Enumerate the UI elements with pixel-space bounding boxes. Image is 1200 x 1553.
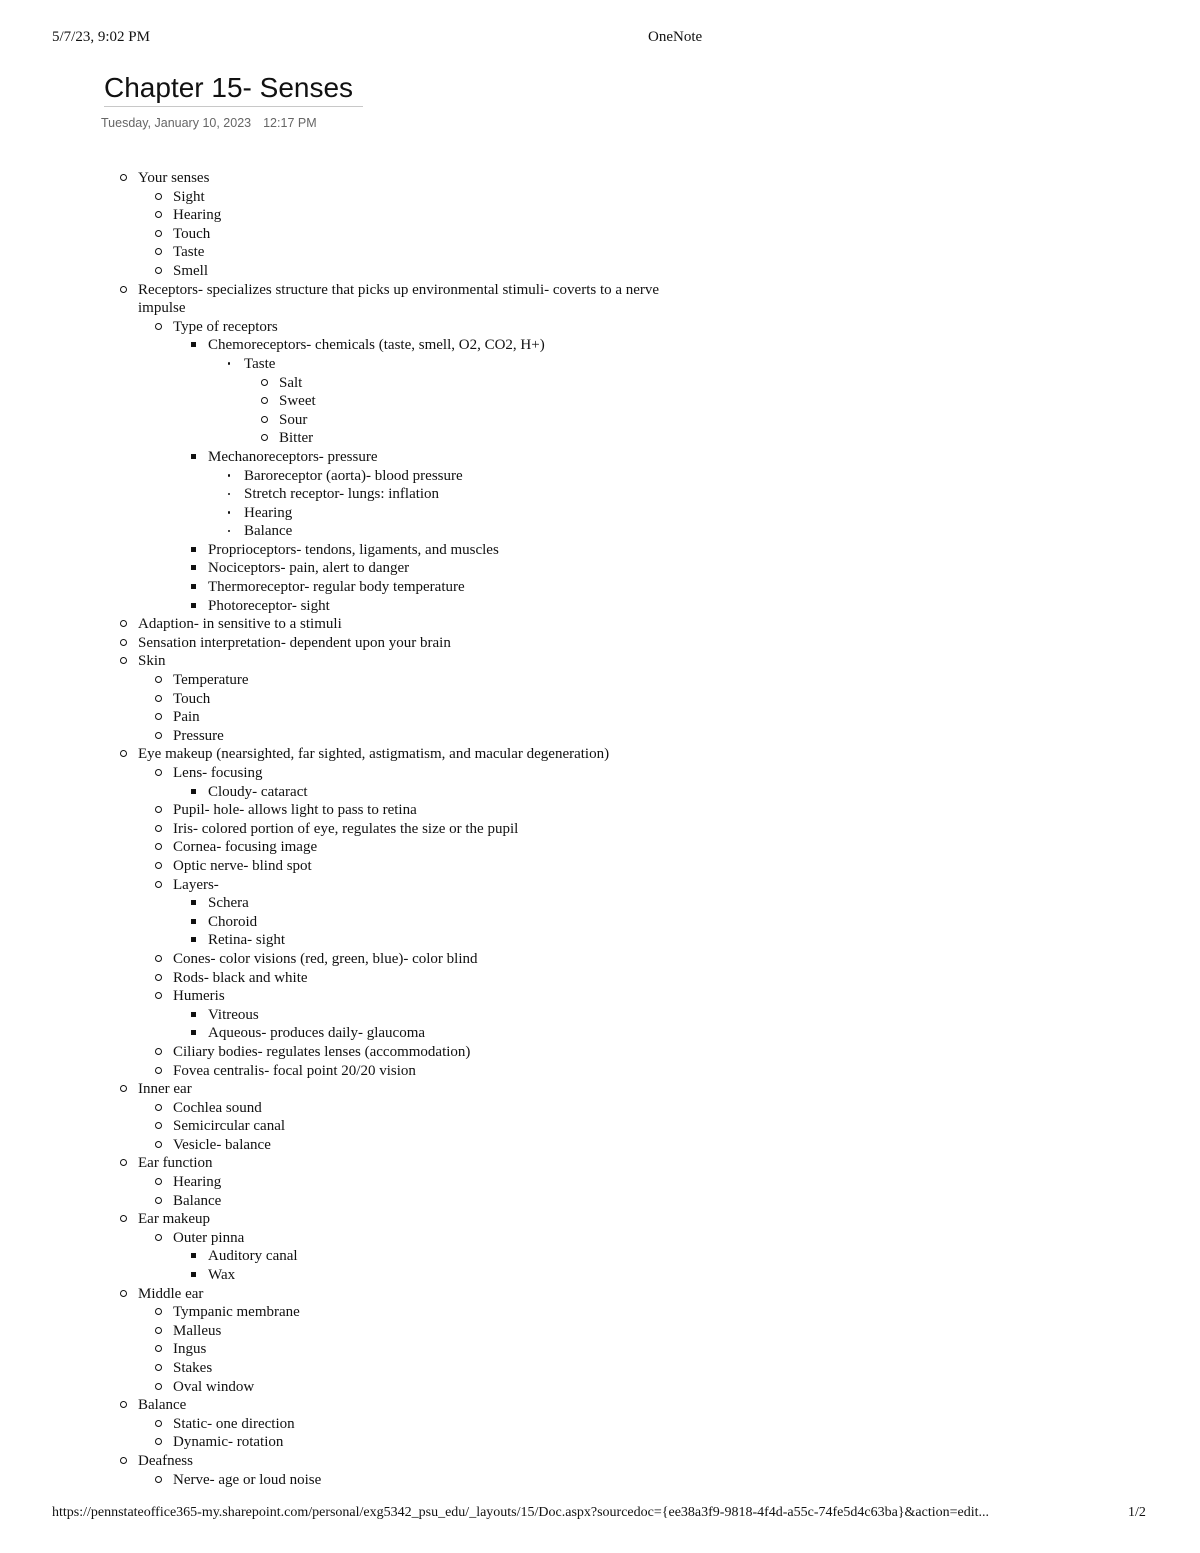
outline-item: [279, 411, 720, 430]
outline-item-text: Inner ear: [138, 1081, 192, 1098]
circle-bullet-icon: [151, 243, 165, 262]
outline-item: [138, 1080, 720, 1099]
dot-bullet-icon: [222, 504, 236, 523]
outline-item-text: Static- one direction: [173, 1415, 295, 1432]
circle-bullet-icon: [151, 1136, 165, 1155]
outline-item: [173, 708, 720, 727]
outline-item-text: Optic nerve- blind spot: [173, 857, 312, 874]
outline-item-text: Sweet: [279, 393, 316, 410]
square-bullet-icon: [186, 1247, 200, 1266]
circle-bullet-icon: [151, 801, 165, 820]
circle-bullet-icon: [151, 262, 165, 281]
circle-bullet-icon: [151, 1303, 165, 1322]
dot-bullet-icon: [222, 467, 236, 486]
dot-bullet-icon: [222, 355, 236, 374]
outline-item-text: Cones- color visions (red, green, blue)- color blind: [173, 950, 478, 967]
circle-bullet-icon: [151, 708, 165, 727]
outline-item-text: Lens- focusing: [173, 765, 263, 781]
outline-item-text: Smell: [173, 262, 209, 279]
outline-item: [173, 1471, 720, 1490]
square-bullet-icon: [186, 894, 200, 913]
square-bullet-icon: [186, 336, 200, 355]
outline-item-text: Deafness: [138, 1452, 193, 1469]
outline-item: [173, 1322, 720, 1341]
circle-bullet-icon: [116, 745, 130, 764]
outline-item: [173, 225, 720, 244]
circle-bullet-icon: [151, 1062, 165, 1081]
circle-bullet-icon: [116, 169, 130, 188]
circle-bullet-icon: [151, 1043, 165, 1062]
circle-bullet-icon: [151, 987, 165, 1006]
outline-item: [173, 1099, 720, 1118]
outline-item-text: Retina- sight: [208, 932, 286, 949]
outline-item: [208, 559, 720, 578]
outline-item-text: Stretch receptor- lungs: inflation: [244, 486, 440, 503]
outline-item-text: Malleus: [173, 1322, 222, 1339]
outline-item-text: Aqueous- produces daily- glaucoma: [208, 1025, 426, 1042]
outline-item: [173, 1378, 720, 1397]
outline-item: [173, 987, 720, 1006]
outline-item: [138, 1452, 720, 1471]
outline-item-text: Thermoreceptor- regular body temperature: [208, 579, 465, 596]
outline-item-text: Pain: [173, 709, 200, 726]
outline-item-text: Fovea centralis- focal point 20/20 vision: [173, 1062, 416, 1079]
outline-item: [138, 745, 720, 764]
outline-item: [173, 690, 720, 709]
outline-item: [138, 615, 720, 634]
outline-item-text: Balance: [138, 1397, 187, 1414]
outline-item: [173, 1062, 720, 1081]
outline-item: [138, 169, 720, 188]
circle-bullet-icon: [151, 1359, 165, 1378]
footer-url: https://pennstateoffice365-my.sharepoint.com/personal/exg5342_psu_edu/_layouts/15/Doc.aspx?sourcedoc={ee38a3f9-9818-4f4d-a55c-74fe5d4c63ba}&action=edit...: [52, 1505, 990, 1520]
outline-item: [173, 1136, 720, 1155]
outline-item: [173, 857, 720, 876]
outline-item: [208, 541, 720, 560]
circle-bullet-icon: [151, 969, 165, 988]
circle-bullet-icon: [151, 1322, 165, 1341]
circle-bullet-icon: [116, 634, 130, 653]
outline-item-text: Ciliary bodies- regulates lenses (accommodation): [173, 1043, 471, 1060]
outline-item: [208, 578, 720, 597]
outline-item-text: Middle ear: [138, 1285, 204, 1302]
outline-item: [138, 281, 698, 318]
page-title: Chapter 15- Senses: [104, 72, 363, 107]
outline-item: [208, 1266, 720, 1285]
square-bullet-icon: [186, 448, 200, 467]
outline-item-text: Photoreceptor- sight: [208, 597, 330, 614]
circle-bullet-icon: [257, 392, 271, 411]
circle-bullet-icon: [151, 857, 165, 876]
circle-bullet-icon: [116, 1396, 130, 1415]
outline-item-text: Receptors- specializes structure that picks up environmental stimuli- coverts to a nerve impulse: [138, 281, 660, 317]
outline-item: [173, 206, 720, 225]
outline-item: [208, 783, 720, 802]
outline-item-text: Your senses: [138, 170, 210, 186]
circle-bullet-icon: [151, 671, 165, 690]
outline-item: [173, 1415, 720, 1434]
outline-item: [138, 1210, 720, 1229]
circle-bullet-icon: [151, 318, 165, 337]
outline-item: [173, 1340, 720, 1359]
circle-bullet-icon: [151, 1415, 165, 1434]
outline-item-text: Type of receptors: [173, 318, 278, 335]
circle-bullet-icon: [151, 206, 165, 225]
square-bullet-icon: [186, 578, 200, 597]
outline-item-text: Cornea- focusing image: [173, 839, 318, 856]
outline-item: [173, 1303, 720, 1322]
outline-item-text: Adaption- in sensitive to a stimuli: [138, 616, 342, 633]
square-bullet-icon: [186, 597, 200, 616]
outline-item-text: Taste: [244, 355, 276, 372]
square-bullet-icon: [186, 559, 200, 578]
outline-item: [208, 931, 720, 950]
outline-item: [173, 1359, 720, 1378]
outline-item-text: Humeris: [173, 988, 225, 1005]
outline-item: [208, 1024, 720, 1043]
outline-item-text: Touch: [173, 690, 211, 707]
outline-item-text: Ear function: [138, 1155, 213, 1172]
square-bullet-icon: [186, 541, 200, 560]
circle-bullet-icon: [151, 727, 165, 746]
outline-item: [173, 1192, 720, 1211]
outline-item: [279, 429, 720, 448]
square-bullet-icon: [186, 783, 200, 802]
outline-item: [173, 318, 720, 337]
outline-item: [244, 522, 720, 541]
outline-item: [208, 1247, 720, 1266]
outline-item: [208, 894, 720, 913]
outline-item-text: Sensation interpretation- dependent upon your brain: [138, 634, 451, 651]
note-outline: [0, 169, 720, 1489]
outline-item-text: Outer pinna: [173, 1229, 245, 1246]
outline-item-text: Chemoreceptors- chemicals (taste, smell, O2, CO2, H+): [208, 337, 545, 354]
outline-item-text: Tympanic membrane: [173, 1304, 300, 1321]
circle-bullet-icon: [151, 225, 165, 244]
outline-item-text: Eye makeup (nearsighted, far sighted, astigmatism, and macular degeneration): [138, 746, 610, 763]
outline-item-text: Cloudy- cataract: [208, 783, 308, 800]
outline-item: [173, 1433, 720, 1452]
circle-bullet-icon: [151, 1117, 165, 1136]
circle-bullet-icon: [151, 1173, 165, 1192]
square-bullet-icon: [186, 1006, 200, 1025]
circle-bullet-icon: [116, 281, 130, 300]
outline-item: [173, 1173, 720, 1192]
outline-item-text: Nerve- age or loud noise: [173, 1471, 322, 1488]
outline-item: [173, 243, 720, 262]
outline-item-text: Proprioceptors- tendons, ligaments, and muscles: [208, 541, 499, 558]
outline-item: [173, 950, 720, 969]
circle-bullet-icon: [151, 876, 165, 895]
outline-item: [208, 448, 720, 467]
outline-item-text: Pressure: [173, 727, 224, 744]
square-bullet-icon: [186, 931, 200, 950]
outline-item-text: Stakes: [173, 1360, 213, 1376]
circle-bullet-icon: [151, 764, 165, 783]
outline-item-text: Nociceptors- pain, alert to danger: [208, 560, 410, 577]
outline-item-text: Baroreceptor (aorta)- blood pressure: [244, 467, 463, 484]
outline-item-text: Iris- colored portion of eye, regulates the size or the pupil: [173, 820, 519, 837]
outline-item: [244, 504, 720, 523]
dot-bullet-icon: [222, 485, 236, 504]
app-name: OneNote: [648, 29, 703, 45]
outline-item: [279, 374, 720, 393]
circle-bullet-icon: [116, 1285, 130, 1304]
circle-bullet-icon: [257, 429, 271, 448]
outline-item: [208, 597, 720, 616]
page-date: Tuesday, January 10, 2023: [101, 116, 252, 130]
outline-item-text: Touch: [173, 225, 211, 242]
circle-bullet-icon: [151, 838, 165, 857]
circle-bullet-icon: [151, 820, 165, 839]
outline-item: [173, 969, 720, 988]
square-bullet-icon: [186, 1024, 200, 1043]
outline-item-text: Hearing: [173, 207, 222, 224]
outline-item: [173, 801, 720, 820]
outline-item-text: Mechanoreceptors- pressure: [208, 448, 378, 465]
circle-bullet-icon: [151, 690, 165, 709]
circle-bullet-icon: [116, 1452, 130, 1471]
outline-item: [173, 727, 720, 746]
outline-item-text: Oval window: [173, 1378, 255, 1395]
outline-item: [244, 467, 720, 486]
circle-bullet-icon: [151, 1229, 165, 1248]
outline-item-text: Cochlea sound: [173, 1099, 262, 1116]
footer-page-number: 1/2: [1128, 1505, 1146, 1520]
outline-item-text: Wax: [208, 1267, 236, 1284]
outline-item-text: Vitreous: [208, 1006, 259, 1023]
outline-item-text: Layers-: [173, 876, 219, 893]
outline-item: [173, 820, 720, 839]
circle-bullet-icon: [151, 950, 165, 969]
outline-item: [173, 838, 720, 857]
outline-item-text: Salt: [279, 374, 303, 391]
outline-item-text: Balance: [173, 1192, 222, 1209]
circle-bullet-icon: [151, 1378, 165, 1397]
circle-bullet-icon: [151, 1340, 165, 1359]
dot-bullet-icon: [222, 522, 236, 541]
outline-item: [279, 392, 720, 411]
circle-bullet-icon: [151, 1192, 165, 1211]
circle-bullet-icon: [116, 1210, 130, 1229]
circle-bullet-icon: [151, 1099, 165, 1118]
circle-bullet-icon: [151, 1433, 165, 1452]
circle-bullet-icon: [151, 188, 165, 207]
outline-item-text: Skin: [138, 653, 166, 670]
outline-item: [208, 1006, 720, 1025]
outline-item-text: Hearing: [244, 504, 293, 521]
outline-item: [244, 485, 720, 504]
outline-item-text: Pupil- hole- allows light to pass to retina: [173, 802, 417, 819]
page-time: 12:17 PM: [263, 116, 317, 130]
outline-item: [173, 1043, 720, 1062]
outline-item-text: Ear makeup: [138, 1211, 211, 1228]
outline-item: [138, 1154, 720, 1173]
outline-item: [173, 671, 720, 690]
circle-bullet-icon: [257, 411, 271, 430]
outline-item: [173, 1117, 720, 1136]
outline-item: [138, 652, 720, 671]
outline-item-text: Sight: [173, 188, 205, 205]
circle-bullet-icon: [116, 615, 130, 634]
outline-item: [173, 764, 720, 783]
outline-item: [208, 913, 720, 932]
outline-item-text: Sour: [279, 411, 308, 428]
outline-item: [138, 1396, 720, 1415]
circle-bullet-icon: [257, 374, 271, 393]
outline-item-text: Rods- black and white: [173, 969, 308, 986]
outline-item-text: Temperature: [173, 672, 249, 689]
outline-item: [138, 1285, 720, 1304]
outline-item: [138, 634, 720, 653]
outline-item-text: Bitter: [279, 430, 314, 447]
outline-item-text: Choroid: [208, 913, 258, 930]
square-bullet-icon: [186, 913, 200, 932]
outline-item: [173, 262, 720, 281]
print-date: 5/7/23, 9:02 PM: [52, 29, 150, 45]
outline-item-text: Schera: [208, 895, 249, 912]
outline-item-text: Hearing: [173, 1174, 222, 1191]
circle-bullet-icon: [116, 652, 130, 671]
outline-item-text: Semicircular canal: [173, 1118, 286, 1135]
outline-item-text: Dynamic- rotation: [173, 1434, 284, 1451]
outline-item: [173, 188, 720, 207]
outline-item-text: Auditory canal: [208, 1248, 298, 1265]
outline-item-text: Taste: [173, 244, 205, 261]
outline-item: [208, 336, 720, 355]
circle-bullet-icon: [116, 1080, 130, 1099]
outline-item: [244, 355, 720, 374]
outline-item: [173, 876, 720, 895]
outline-item-text: Vesicle- balance: [173, 1136, 271, 1153]
circle-bullet-icon: [151, 1471, 165, 1490]
page-created-stamp: [101, 116, 317, 130]
outline-item-text: Ingus: [173, 1341, 207, 1358]
outline-item-text: Balance: [244, 523, 293, 540]
outline-item: [173, 1229, 720, 1248]
square-bullet-icon: [186, 1266, 200, 1285]
circle-bullet-icon: [116, 1154, 130, 1173]
